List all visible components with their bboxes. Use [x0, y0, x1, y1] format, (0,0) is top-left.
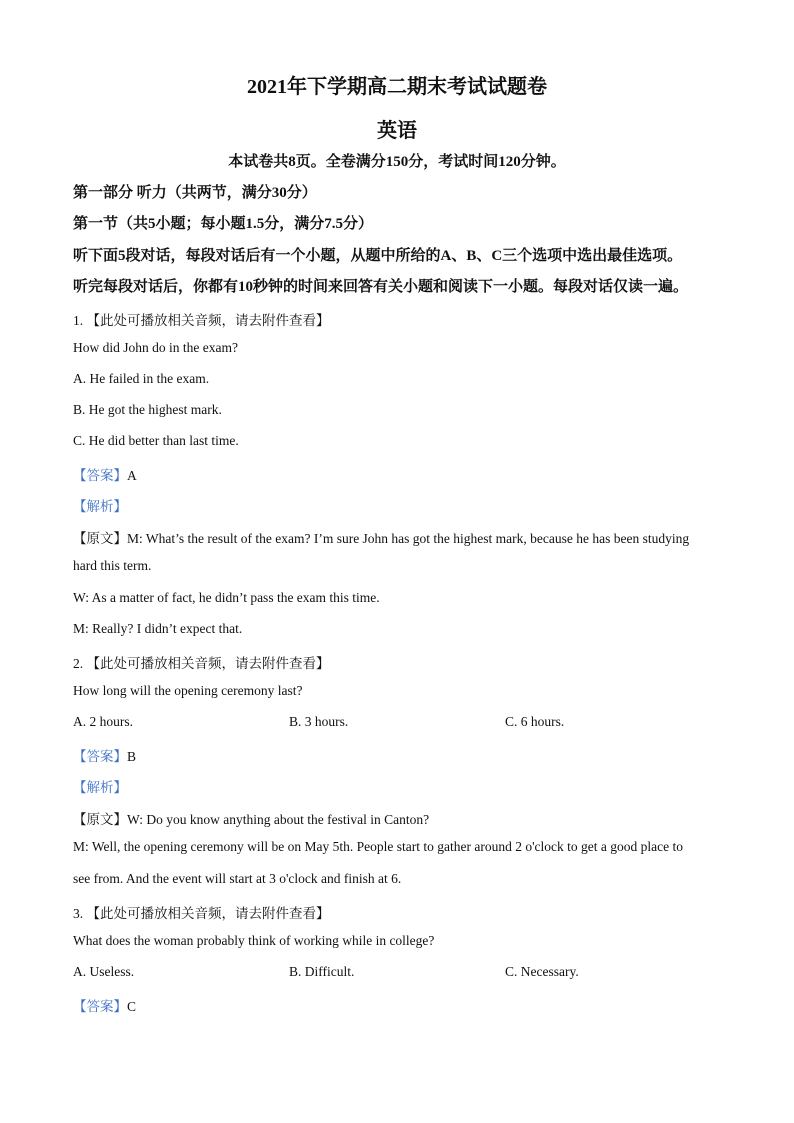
question-1-option-b: B. He got the highest mark.: [73, 402, 222, 417]
question-2-transcript-3: see from. And the event will start at 3 o'clock and finish at 6.: [73, 871, 402, 886]
question-3-number[interactable]: 3. 【此处可播放相关音频，请去附件查看】: [73, 906, 330, 921]
question-1-stem: How did John do in the exam?: [73, 340, 238, 355]
answer-label: 【答案】: [73, 999, 127, 1014]
transcript-text: M: What’s the result of the exam? I’m sure John has got the highest mark, because he has been studying: [127, 531, 690, 546]
question-3-answer: [73, 995, 136, 1015]
transcript-text: W: Do you know anything about the festival in Canton?: [127, 812, 430, 827]
question-2-transcript-1: [73, 808, 429, 828]
answer-value: B: [127, 749, 137, 764]
question-1-transcript-3: W: As a matter of fact, he didn’t pass the exam this time.: [73, 590, 380, 605]
question-1-analysis-label: 【解析】: [73, 499, 127, 514]
question-1-number[interactable]: 1. 【此处可播放相关音频，请去附件查看】: [73, 313, 330, 328]
question-2-analysis-label: 【解析】: [73, 780, 127, 795]
question-3-option-c: C. Necessary.: [505, 964, 579, 979]
answer-label: 【答案】: [73, 749, 127, 764]
answer-value: A: [127, 468, 137, 483]
question-2-transcript-2: M: Well, the opening ceremony will be on May 5th. People start to gather around 2 o'clock to get a good place to: [73, 839, 683, 854]
instruction-line-1: 听下面5段对话，每段对话后有一个小题，从题中所给的A、B、C三个选项中选出最佳选项。: [73, 248, 683, 264]
question-1-answer: [73, 464, 137, 484]
answer-value: C: [127, 999, 137, 1014]
question-2-option-b: B. 3 hours.: [289, 714, 349, 729]
question-3-stem: What does the woman probably think of working while in college?: [73, 933, 435, 948]
subject-title: 英语: [377, 120, 417, 142]
question-3-option-a: A. Useless.: [73, 964, 135, 979]
question-3-option-b: B. Difficult.: [289, 964, 355, 979]
section1-heading: 第一节（共5小题；每小题1.5分，满分7.5分）: [73, 216, 374, 232]
exam-title: 2021年下学期高二期末考试试题卷: [247, 76, 547, 98]
instruction-line-2: 听完每段对话后，你都有10秒钟的时间来回答有关小题和阅读下一小题。每段对话仅读一遍。: [73, 279, 689, 295]
question-1-option-a: A. He failed in the exam.: [73, 371, 210, 386]
question-2-option-a: A. 2 hours.: [73, 714, 133, 729]
question-1-transcript-2: hard this term.: [73, 558, 152, 573]
question-1-option-c: C. He did better than last time.: [73, 433, 239, 448]
question-2-stem: How long will the opening ceremony last?: [73, 683, 303, 698]
question-2-number[interactable]: 2. 【此处可播放相关音频，请去附件查看】: [73, 656, 330, 671]
question-1-transcript-4: M: Really? I didn’t expect that.: [73, 621, 243, 636]
original-label: 【原文】: [73, 531, 127, 546]
original-label: 【原文】: [73, 812, 127, 827]
exam-info: 本试卷共8页。全卷满分150分，考试时间120分钟。: [228, 154, 566, 170]
part1-heading: 第一部分 听力（共两节，满分30分）: [73, 185, 317, 201]
question-1-transcript-1: [73, 527, 689, 547]
answer-label: 【答案】: [73, 468, 127, 483]
question-2-answer: [73, 745, 136, 765]
question-2-option-c: C. 6 hours.: [505, 714, 565, 729]
